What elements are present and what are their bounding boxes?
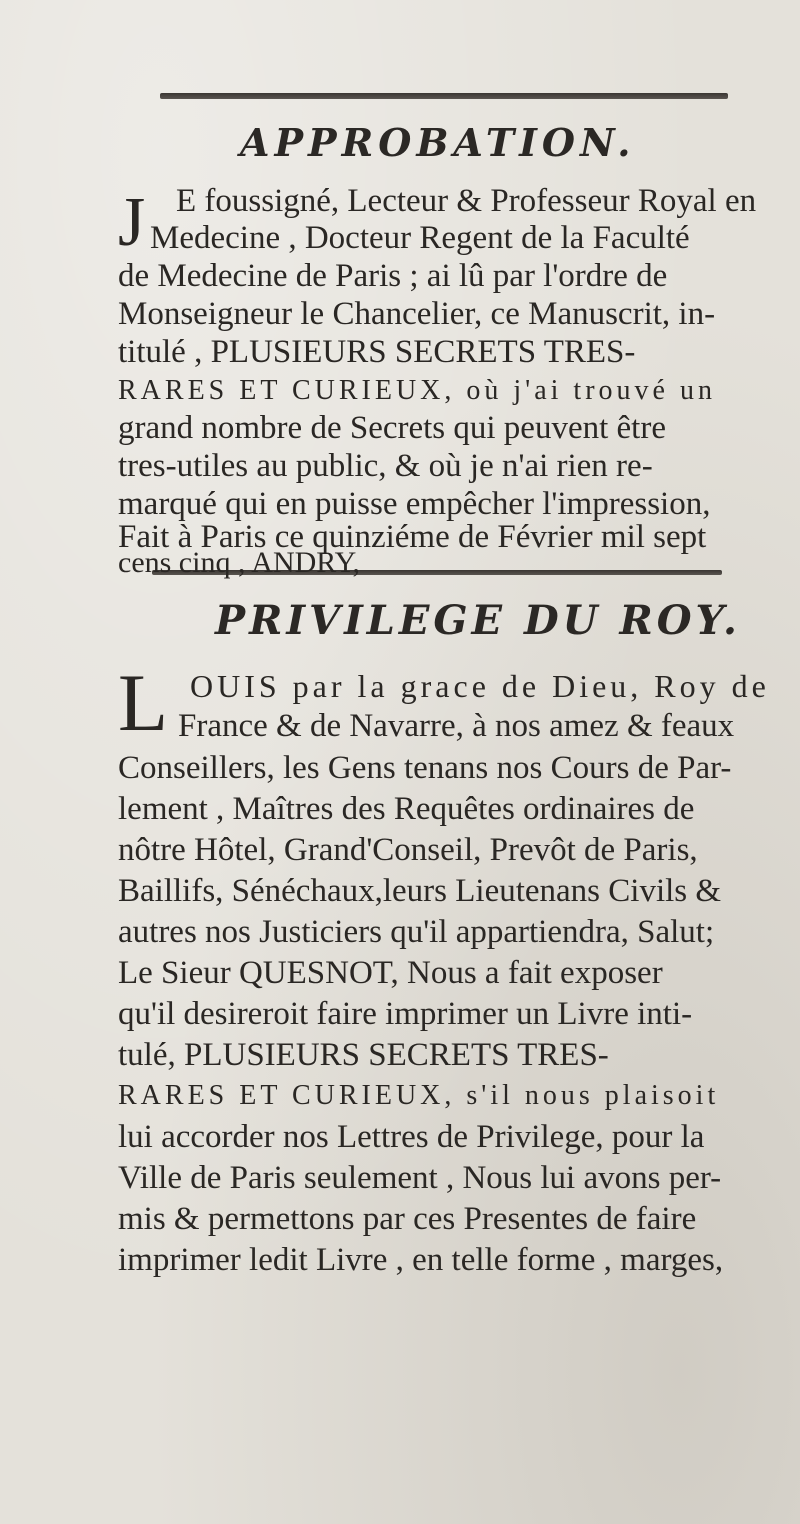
approbation-line-2: Medecine , Docteur Regent de la Faculté [150,220,690,256]
privilege-line-1: OUIS par la grace de Dieu, Roy de [190,668,770,704]
approbation-heading: APPROBATION. [240,120,636,165]
privilege-line-12: lui accorder nos Lettres de Privilege, pour la [118,1119,705,1155]
privilege-line-13: Ville de Paris seulement , Nous lui avons per- [118,1160,722,1196]
privilege-line-7: autres nos Justiciers qu'il appartiendra, Salut; [118,914,715,950]
approbation-line-3: de Medecine de Paris ; ai lû par l'ordre de [118,258,668,294]
privilege-line-15: imprimer ledit Livre , en telle forme , marges, [118,1242,724,1278]
privilege-line-8: Le Sieur QUESNOT, Nous a fait exposer [118,955,663,991]
privilege-heading: PRIVILEGE DU ROY. [215,597,741,644]
approbation-line-10-final: Fait à Paris ce quinziéme de Février mil sept [118,519,707,555]
privilege-line-10: tulé, PLUSIEURS SECRETS TRES- [118,1037,609,1073]
approbation-line-1: E foussigné, Lecteur & Professeur Royal en [176,183,757,219]
approbation-line-9: marqué qui en puisse empêcher l'impression, [118,486,711,522]
privilege-dropcap: L [118,657,169,748]
approbation-line-8: tres-utiles au public, & où je n'ai rien re- [118,448,653,484]
privilege-line-6: Baillifs, Sénéchaux,leurs Lieutenans Civils & [118,873,722,909]
privilege-line-3: Conseillers, les Gens tenans nos Cours de Par- [118,750,732,786]
privilege-line-4: lement , Maîtres des Requêtes ordinaires de [118,791,695,827]
privilege-line-11: RARES ET CURIEUX, s'il nous plaisoit [118,1080,720,1111]
approbation-line-6: RARES ET CURIEUX, où j'ai trouvé un [118,375,716,406]
privilege-line-2: France & de Navarre, à nos amez & feaux [178,708,735,744]
approbation-line-11: cens cinq , ANDRY, [118,546,360,579]
approbation-dropcap: J [118,184,146,261]
privilege-line-14: mis & permettons par ces Presentes de faire [118,1201,697,1237]
approbation-line-7: grand nombre de Secrets qui peuvent être [118,410,666,446]
top-rule [160,93,728,99]
approbation-line-4: Monseigneur le Chancelier, ce Manuscrit, in- [118,296,716,332]
privilege-line-9: qu'il desireroit faire imprimer un Livre inti- [118,996,693,1032]
privilege-line-5: nôtre Hôtel, Grand'Conseil, Prevôt de Paris, [118,832,698,868]
approbation-line-5: titulé , PLUSIEURS SECRETS TRES- [118,334,636,370]
